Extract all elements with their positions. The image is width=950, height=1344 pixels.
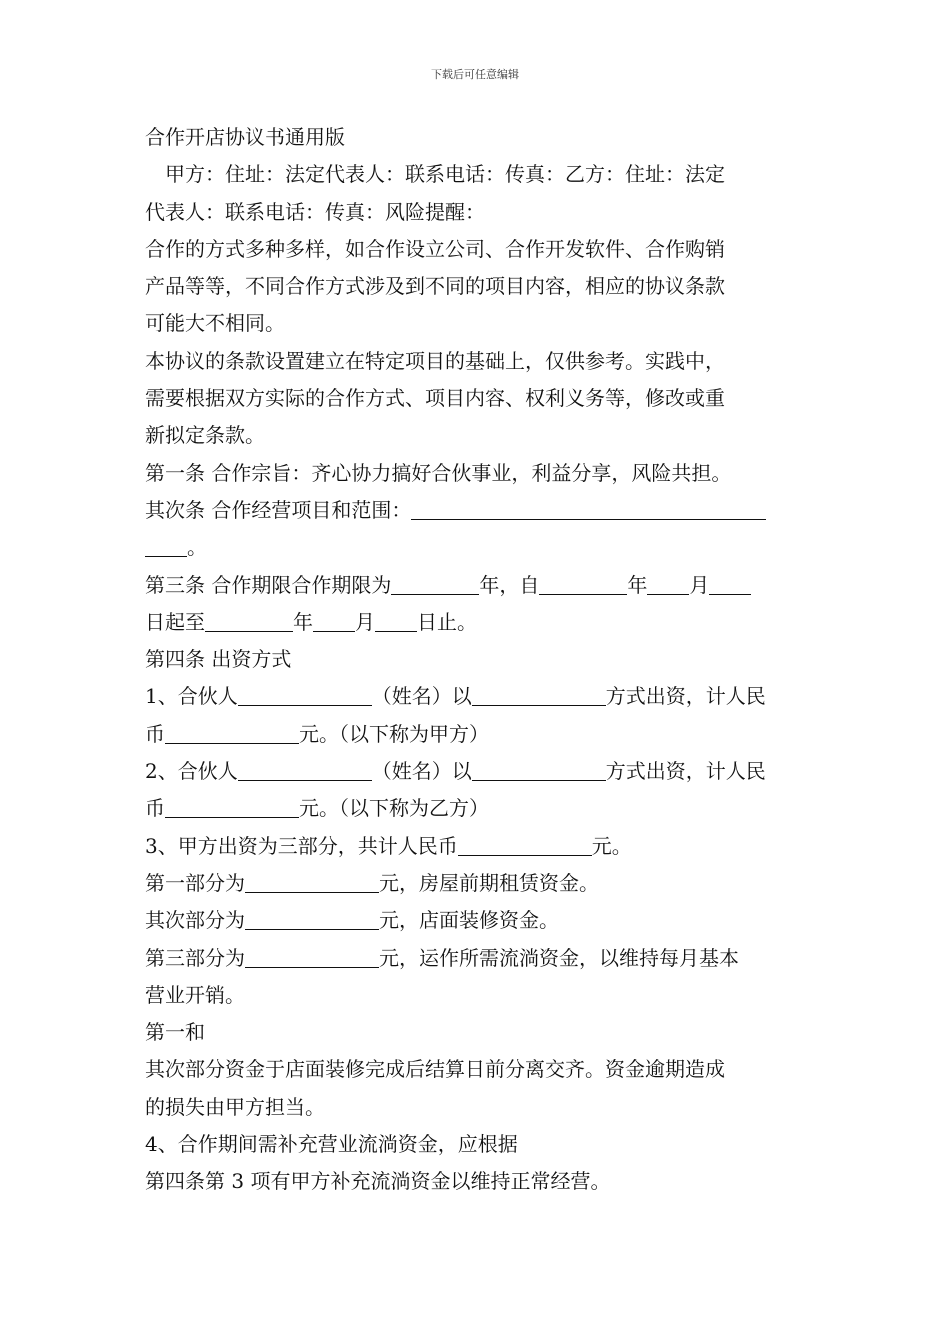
- fill-in-blank: [145, 534, 187, 557]
- text-run: 方式出资，计人民: [605, 684, 766, 709]
- text-run: 1、合伙人: [145, 684, 238, 709]
- text-run: 年，自: [479, 572, 540, 597]
- text-run: 3、甲方出资为三部分，共计人民币: [145, 833, 458, 858]
- text-run: 第一部分为: [145, 870, 245, 895]
- document-line: [145, 753, 810, 790]
- text-run: 产品等等，不同合作方式涉及到不同的项目内容，相应的协议条款: [145, 274, 725, 299]
- document-line: [145, 641, 810, 678]
- text-run: 可能大不相同。: [145, 311, 285, 336]
- fill-in-blank: [472, 758, 606, 781]
- text-run: 其次部分为: [145, 908, 245, 933]
- fill-in-blank: [205, 609, 293, 632]
- document-line: [145, 902, 810, 939]
- text-run: 元，房屋前期租赁资金。: [379, 870, 599, 895]
- fill-in-blank: [165, 795, 299, 818]
- text-run: 2、合伙人: [145, 759, 238, 784]
- text-run: （姓名）以: [371, 759, 472, 784]
- document-line: [145, 1163, 810, 1200]
- text-run: 合作的方式多种多样，如合作设立公司、合作开发软件、合作购销: [145, 236, 725, 261]
- text-run: 月: [689, 572, 710, 597]
- text-run: 元。（以下称为乙方）: [299, 796, 489, 821]
- text-run: 第一和: [145, 1020, 205, 1045]
- text-run: 第四条第 3 项有甲方补充流淌资金以维持正常经营。: [145, 1169, 611, 1194]
- fill-in-blank: [391, 572, 479, 595]
- text-run: 元。（以下称为甲方）: [299, 721, 489, 746]
- text-run: 的损失由甲方担当。: [145, 1094, 325, 1119]
- text-run: 4、合作期间需补充营业流淌资金，应根据: [145, 1132, 518, 1157]
- text-run: 方式出资，计人民: [605, 759, 766, 784]
- fill-in-blank: [411, 497, 766, 520]
- document-line: [145, 1089, 810, 1126]
- fill-in-blank: [539, 572, 627, 595]
- fill-in-blank: [245, 907, 379, 930]
- text-run: 第三条 合作期限合作期限为: [145, 572, 392, 597]
- document-line: [145, 1126, 810, 1163]
- fill-in-blank: [458, 833, 592, 856]
- document-line: [145, 1014, 810, 1051]
- text-run: 其次条 合作经营项目和范围：: [145, 497, 412, 522]
- fill-in-blank: [375, 609, 417, 632]
- text-run: 需要根据双方实际的合作方式、项目内容、权利义务等，修改或重: [145, 386, 725, 411]
- document-line: [145, 604, 810, 641]
- page-header: 下载后可任意编辑: [431, 68, 519, 81]
- text-run: 代表人：联系电话：传真：风险提醒：: [145, 199, 485, 224]
- document-line: [145, 268, 810, 305]
- text-run: 其次部分资金于店面装修完成后结算日前分离交齐。资金逾期造成: [145, 1057, 725, 1082]
- text-run: 币: [145, 796, 165, 821]
- document-line: [145, 716, 810, 753]
- text-run: 营业开销。: [145, 982, 245, 1007]
- text-run: 日止。: [417, 609, 477, 634]
- fill-in-blank: [165, 721, 299, 744]
- document-line: [145, 940, 810, 977]
- text-run: 甲方：住址：法定代表人：联系电话：传真：乙方：住址：法定: [145, 162, 725, 187]
- text-run: 元。: [591, 833, 632, 858]
- fill-in-blank: [245, 945, 379, 968]
- text-run: 日起至: [145, 609, 205, 634]
- document-line: [145, 790, 810, 827]
- fill-in-blank: [709, 572, 751, 595]
- document-line: [145, 156, 810, 193]
- fill-in-blank: [647, 572, 689, 595]
- text-run: （姓名）以: [371, 684, 472, 709]
- document-body: [145, 119, 810, 1201]
- fill-in-blank: [313, 609, 355, 632]
- document-line: [145, 865, 810, 902]
- text-run: 元，运作所需流淌资金，以维持每月基本: [379, 945, 739, 970]
- document-line: [145, 529, 810, 566]
- text-run: 。: [187, 535, 207, 560]
- text-run: 第一条 合作宗旨：齐心协力搞好合伙事业，利益分享，风险共担。: [145, 460, 732, 485]
- text-run: 新拟定条款。: [145, 423, 265, 448]
- document-line: [145, 380, 810, 417]
- document-title: [145, 119, 810, 156]
- fill-in-blank: [238, 683, 372, 706]
- document-line: [145, 678, 810, 715]
- text-run: 元，店面装修资金。: [379, 908, 559, 933]
- text-run: 合作开店协议书通用版: [145, 125, 345, 149]
- document-line: [145, 828, 810, 865]
- document-line: [145, 455, 810, 492]
- document-line: [145, 343, 810, 380]
- document-line: [145, 1051, 810, 1088]
- fill-in-blank: [472, 683, 606, 706]
- document-line: [145, 492, 810, 529]
- document-line: [145, 231, 810, 268]
- document-line: [145, 567, 810, 604]
- text-run: 本协议的条款设置建立在特定项目的基础上，仅供参考。实践中，: [145, 348, 725, 373]
- fill-in-blank: [245, 870, 379, 893]
- document-line: [145, 305, 810, 342]
- text-run: 第三部分为: [145, 945, 245, 970]
- text-run: 月: [355, 609, 375, 634]
- text-run: 年: [627, 572, 648, 597]
- fill-in-blank: [238, 758, 372, 781]
- text-run: 币: [145, 721, 165, 746]
- text-run: 第四条 出资方式: [145, 647, 292, 672]
- document-line: [145, 194, 810, 231]
- document-line: [145, 977, 810, 1014]
- text-run: 年: [293, 609, 313, 634]
- document-line: [145, 417, 810, 454]
